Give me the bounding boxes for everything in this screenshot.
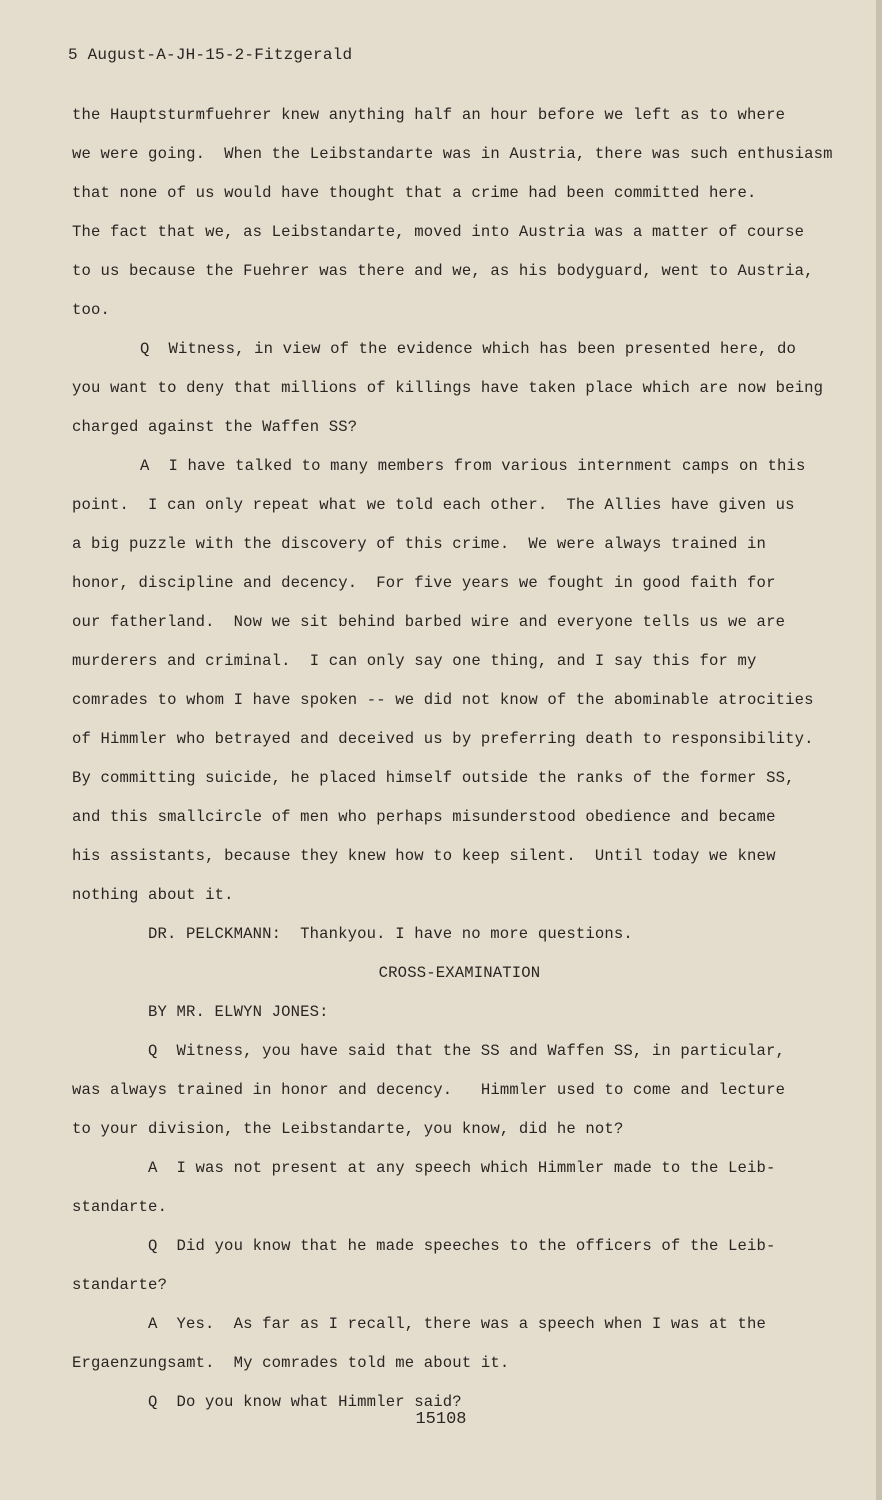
text-line: you want to deny that millions of killings have taken place which are now being xyxy=(72,379,824,397)
page-number: 15108 xyxy=(415,1410,467,1429)
answer-line: A I was not present at any speech which Himmler made to the Leib- xyxy=(148,1159,776,1177)
text-line: nothing about it. xyxy=(72,886,234,904)
text-line: and this smallcircle of men who perhaps misunderstood obedience and became xyxy=(72,808,776,826)
section-heading: CROSS-EXAMINATION xyxy=(378,964,541,982)
text-line: The fact that we, as Leibstandarte, moved into Austria was a matter of course xyxy=(72,223,805,241)
text-line: By committing suicide, he placed himself outside the ranks of the former SS, xyxy=(72,769,795,787)
question-line: Q Witness, in view of the evidence which has been presented here, do xyxy=(140,340,797,358)
text-line: we were going. When the Leibstandarte was in Austria, there was such enthusiasm xyxy=(72,145,833,163)
text-line: to us because the Fuehrer was there and we, as his bodyguard, went to Austria, xyxy=(72,262,814,280)
text-line: to your division, the Leibstandarte, you know, did he not? xyxy=(72,1120,624,1138)
text-line: a big puzzle with the discovery of this crime. We were always trained in xyxy=(72,535,767,553)
text-line: murderers and criminal. I can only say one thing, and I say this for my xyxy=(72,652,757,670)
question-line: Q Did you know that he made speeches to the officers of the Leib- xyxy=(148,1237,776,1255)
answer-line: A I have talked to many members from various internment camps on this xyxy=(140,457,806,475)
answer-line: A Yes. As far as I recall, there was a speech when I was at the xyxy=(148,1315,767,1333)
transcript-body xyxy=(72,96,847,1422)
text-line: honor, discipline and decency. For five years we fought in good faith for xyxy=(72,574,776,592)
text-line: too. xyxy=(72,301,111,319)
text-line: Ergaenzungsamt. My comrades told me about it. xyxy=(72,1354,510,1372)
text-line: standarte. xyxy=(72,1198,168,1216)
question-line: Q Witness, you have said that the SS and Waffen SS, in particular, xyxy=(148,1042,786,1060)
text-line: charged against the Waffen SS? xyxy=(72,418,358,436)
document-header: 5 August-A-JH-15-2-Fitzgerald xyxy=(68,46,353,64)
question-line: Q Do you know what Himmler said? xyxy=(148,1393,462,1411)
text-line: standarte? xyxy=(72,1276,168,1294)
text-line: that none of us would have thought that a crime had been committed here. xyxy=(72,184,757,202)
examiner-line: BY MR. ELWYN JONES: xyxy=(148,1003,329,1021)
text-line: was always trained in honor and decency. Himmler used to come and lecture xyxy=(72,1081,786,1099)
text-line: of Himmler who betrayed and deceived us by preferring death to responsibility. xyxy=(72,730,814,748)
text-line: our fatherland. Now we sit behind barbed wire and everyone tells us we are xyxy=(72,613,786,631)
text-line: the Hauptsturmfuehrer knew anything half an hour before we left as to where xyxy=(72,106,786,124)
text-line: his assistants, because they knew how to keep silent. Until today we knew xyxy=(72,847,776,865)
text-line: comrades to whom I have spoken -- we did not know of the abominable atrocities xyxy=(72,691,814,709)
speaker-line: DR. PELCKMANN: Thankyou. I have no more questions. xyxy=(148,925,633,943)
text-line: point. I can only repeat what we told each other. The Allies have given us xyxy=(72,496,795,514)
